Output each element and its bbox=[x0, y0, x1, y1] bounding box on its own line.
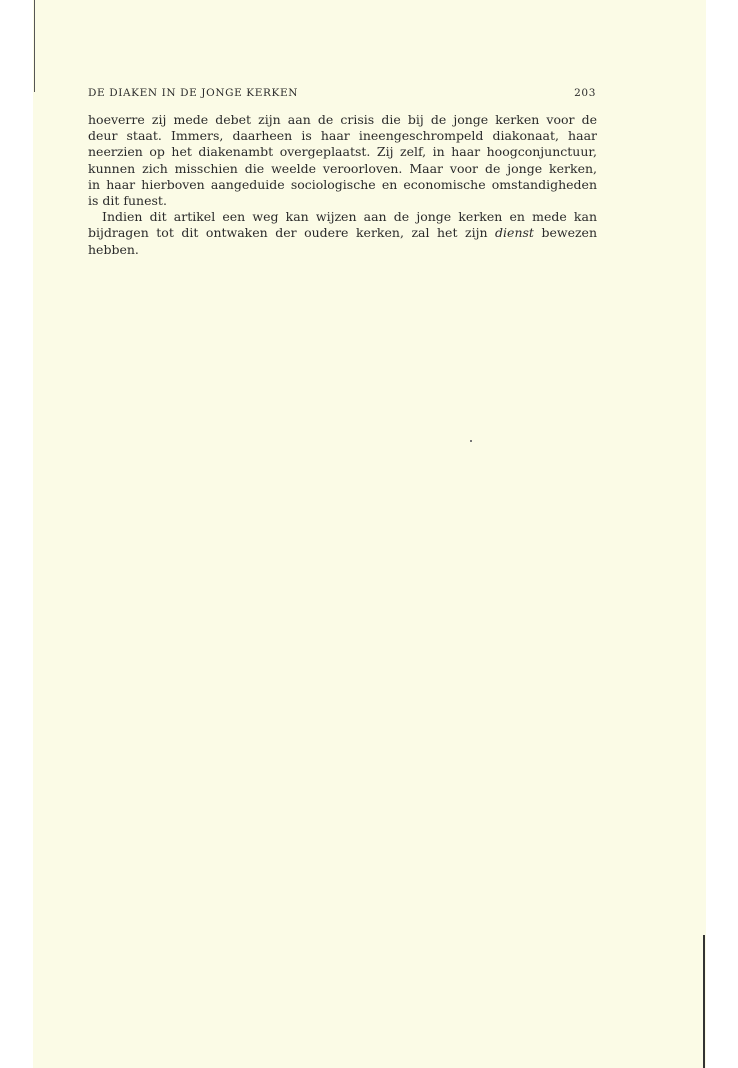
text-segment: bewezen bbox=[541, 225, 597, 241]
paragraph-1 bbox=[88, 112, 597, 209]
emphasized-word: dienst bbox=[495, 225, 534, 241]
text-segment: bijdragen tot dit ontwaken der oudere kerken, zal het zijn bbox=[88, 225, 488, 241]
text-line bbox=[88, 225, 597, 241]
running-title: DE DIAKEN IN DE JONGE KERKEN bbox=[88, 87, 299, 99]
text-line: hebben. bbox=[88, 241, 139, 257]
text-line: kunnen zich misschien die weelde veroorloven. Maar voor de jonge kerken, bbox=[88, 160, 597, 176]
scan-edge-right bbox=[703, 935, 705, 1068]
text-line bbox=[88, 209, 597, 225]
scan-speck bbox=[470, 440, 472, 442]
scan-edge-left bbox=[34, 0, 35, 92]
text-line: neerzien op het diakenambt overgeplaatst. Zij zelf, in haar hoogconjunctuur, bbox=[88, 144, 597, 160]
text-segment: Indien dit artikel een weg kan wijzen aan de jonge kerken en mede kan bbox=[102, 209, 597, 225]
text-line: hoeverre zij mede debet zijn aan de crisis die bij de jonge kerken voor de bbox=[88, 112, 597, 127]
text-line: deur staat. Immers, daarheen is haar ineengeschrompeld diakonaat, haar bbox=[88, 128, 597, 144]
running-header bbox=[88, 87, 596, 103]
text-line: in haar hierboven aangeduide sociologische en economische omstandigheden bbox=[88, 176, 597, 192]
body-text bbox=[88, 112, 597, 258]
page-number: 203 bbox=[574, 87, 596, 99]
text-line: is dit funest. bbox=[88, 193, 167, 209]
paragraph-2 bbox=[88, 209, 597, 258]
